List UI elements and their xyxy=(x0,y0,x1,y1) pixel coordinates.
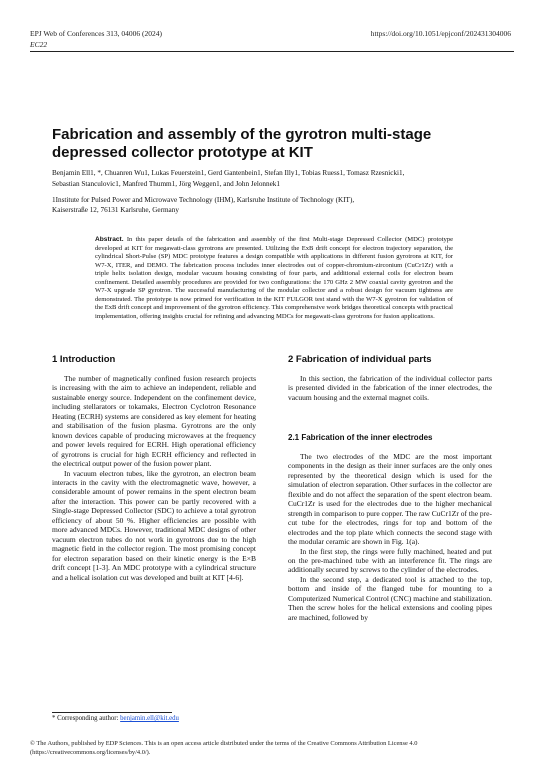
journal-reference: EPJ Web of Conferences 313, 04006 (2024) xyxy=(30,29,162,38)
abstract-text: In this paper details of the fabrication and assembly of the first Multi-stage Depressed Collector (MDC) prototype developed at KIT for megawatt-class gyrotrons are presented. Utilizing the ExB drift concept for electron trajectory separation, the cylindrical Short-Pulse (SP) MDC prototype features a design compatible with applications in different fusion gyrotrons at KIT, for W7-X, ITER, and DEMO. The fabrication process includes inner electrodes out of copper-chromium-zirconium (CuCr1Zr) with a triple helix isolation design, modular vacuum housing consisting of four parts, and additional external coils for electron beam confinement. Detailed assembly procedures are provided for two configurations: the 170 GHz 2 MW coaxial cavity gyrotron and the W7-X upgrade SP gyrotron. The successful manufacturing of the modular collector and a robust design for vacuum tightness are demonstrated. The prototype is now primed for verification in the KIT FULGOR test stand with the W7-X gyrotron for validation of the ExB drift concept and improvement of the gyrotron efficiency. This comprehensive work bridges theoretical concepts with practical implementation, offering insights crucial for refining and advancing MDCs for megawatt-class gyrotrons for fusion applications. xyxy=(95,236,453,320)
header-rule xyxy=(30,51,514,52)
section-heading-fabrication: 2 Fabrication of individual parts xyxy=(288,354,432,365)
footnote-label: * Corresponding author: xyxy=(52,715,121,722)
author-email-link[interactable]: benjamin.ell@kit.edu xyxy=(120,715,179,722)
electrodes-paragraph: In the second step, a dedicated tool is attached to the top, bottom and inside of the flanged tube for mounting to a Computerized Numerical Control (CNC) machine and stabilization. Then the screw holes for the helical extensions and cooling pipes are machined, followed by xyxy=(288,574,492,622)
electrodes-paragraph: The two electrodes of the MDC are the most important components in the design as their inner surfaces are the only ones represented by the theoretical design which is used for the simulation of electron separation. Other surfaces in the collector are flexible and do not affect the separation of the spent electron beam. CuCr1Zr is used for the electrodes due to the higher mechanical strength in comparison to pure copper. The raw CuCr1Zr of the pre-cut tube for the electrodes, rings for top and bottom of the electrodes and the top plate which connects the second stage with the modular ceramic are shown in Fig. 1(a). xyxy=(288,452,492,547)
license-link[interactable]: (https://creativecommons.org/licenses/by/4.0/). xyxy=(30,749,151,756)
affiliation xyxy=(52,195,498,215)
article-code: EC22 xyxy=(30,40,48,49)
copyright-notice xyxy=(30,739,520,757)
fabrication-intro-paragraph: In this section, the fabrication of the individual collector parts is presented divided in the fabrication of the inner electrodes, the vacuum housing and the external magnet coils. xyxy=(288,374,492,402)
abstract xyxy=(95,236,453,321)
author-line-1: Benjamin Ell1, *, Chuanren Wu1, Lukas Feuerstein1, Gerd Gantenbein1, Stefan Illy1, Tobias Ruess1, Tomasz Rzesnicki1, xyxy=(52,169,405,177)
electrodes-paragraph: In the first step, the rings were fully machined, heated and put on the pre-machined tube with an interference fit. The rings are additionally secured by screws to the cylinder of the electrodes. xyxy=(288,546,492,575)
author-line-2: Sebastian Stanculovic1, Manfred Thumm1, Jörg Weggen1, and John Jelonnek1 xyxy=(52,180,280,188)
inner-electrodes-body xyxy=(288,452,492,622)
footnote-rule xyxy=(52,712,172,713)
copyright-line-1: © The Authors, published by EDP Sciences. This is an open access article distributed under the terms of the Creative Commons Attribution License 4.0 xyxy=(30,740,418,747)
intro-paragraph: In vacuum electron tubes, like the gyrotron, an electron beam interacts in the cavity with the electromagnetic wave, however, a considerable amount of power remains in the spent electron beam after the interaction. This power can be partly recovered with a Single-stage Depressed Collector (SDC) to achieve a total gyrotron efficiency of about 50 %. Higher efficiencies are possible with more advanced MDCs. However, traditional MDC designs of other vacuum electron tubes do not work in gyrotrons due to the high magnetic field in the collector region. The most promising concept for electron separation based on their kinetic energy is the E×B drift concept [1-3]. An MDC prototype with a cylindrical structure and a helical isolation cut was developed and built at KIT [4-6]. xyxy=(52,468,256,582)
intro-paragraph: The number of magnetically confined fusion research projects is increasing with the aim to achieve an independent, reliable and sustainable energy source. Independent on the confinement device, including stellarators or tokamaks, Electron Cyclotron Resonance Heating (ECRH) systems are considered as key element for heating and stabilisation of the fusion plasma. Gyrotrons are the only known devices capable of producing microwaves at the frequency and power levels required for ECRH. High operational efficiency of gyrotrons is crucial for high ECRH efficiency and reflected in the electrical output power of the fusion power plant. xyxy=(52,374,256,469)
introduction-body xyxy=(52,374,256,582)
author-list xyxy=(52,168,498,190)
subsection-heading-inner-electrodes: 2.1 Fabrication of the inner electrodes xyxy=(288,433,433,442)
footnote xyxy=(52,715,179,722)
affiliation-line-2: Kaiserstraße 12, 76131 Karlsruhe, Germany xyxy=(52,206,179,214)
paper-title: Fabrication and assembly of the gyrotron multi-stage depressed collector prototype at KIT xyxy=(52,126,432,161)
abstract-label: Abstract. xyxy=(95,236,124,243)
section-heading-introduction: 1 Introduction xyxy=(52,354,116,365)
fabrication-intro xyxy=(288,374,492,402)
affiliation-line-1: 1Institute for Pulsed Power and Microwave Technology (IHM), Karlsruhe Institute of Technology (KIT), xyxy=(52,196,355,204)
doi-link[interactable]: https://doi.org/10.1051/epjconf/202431304006 xyxy=(370,29,511,38)
